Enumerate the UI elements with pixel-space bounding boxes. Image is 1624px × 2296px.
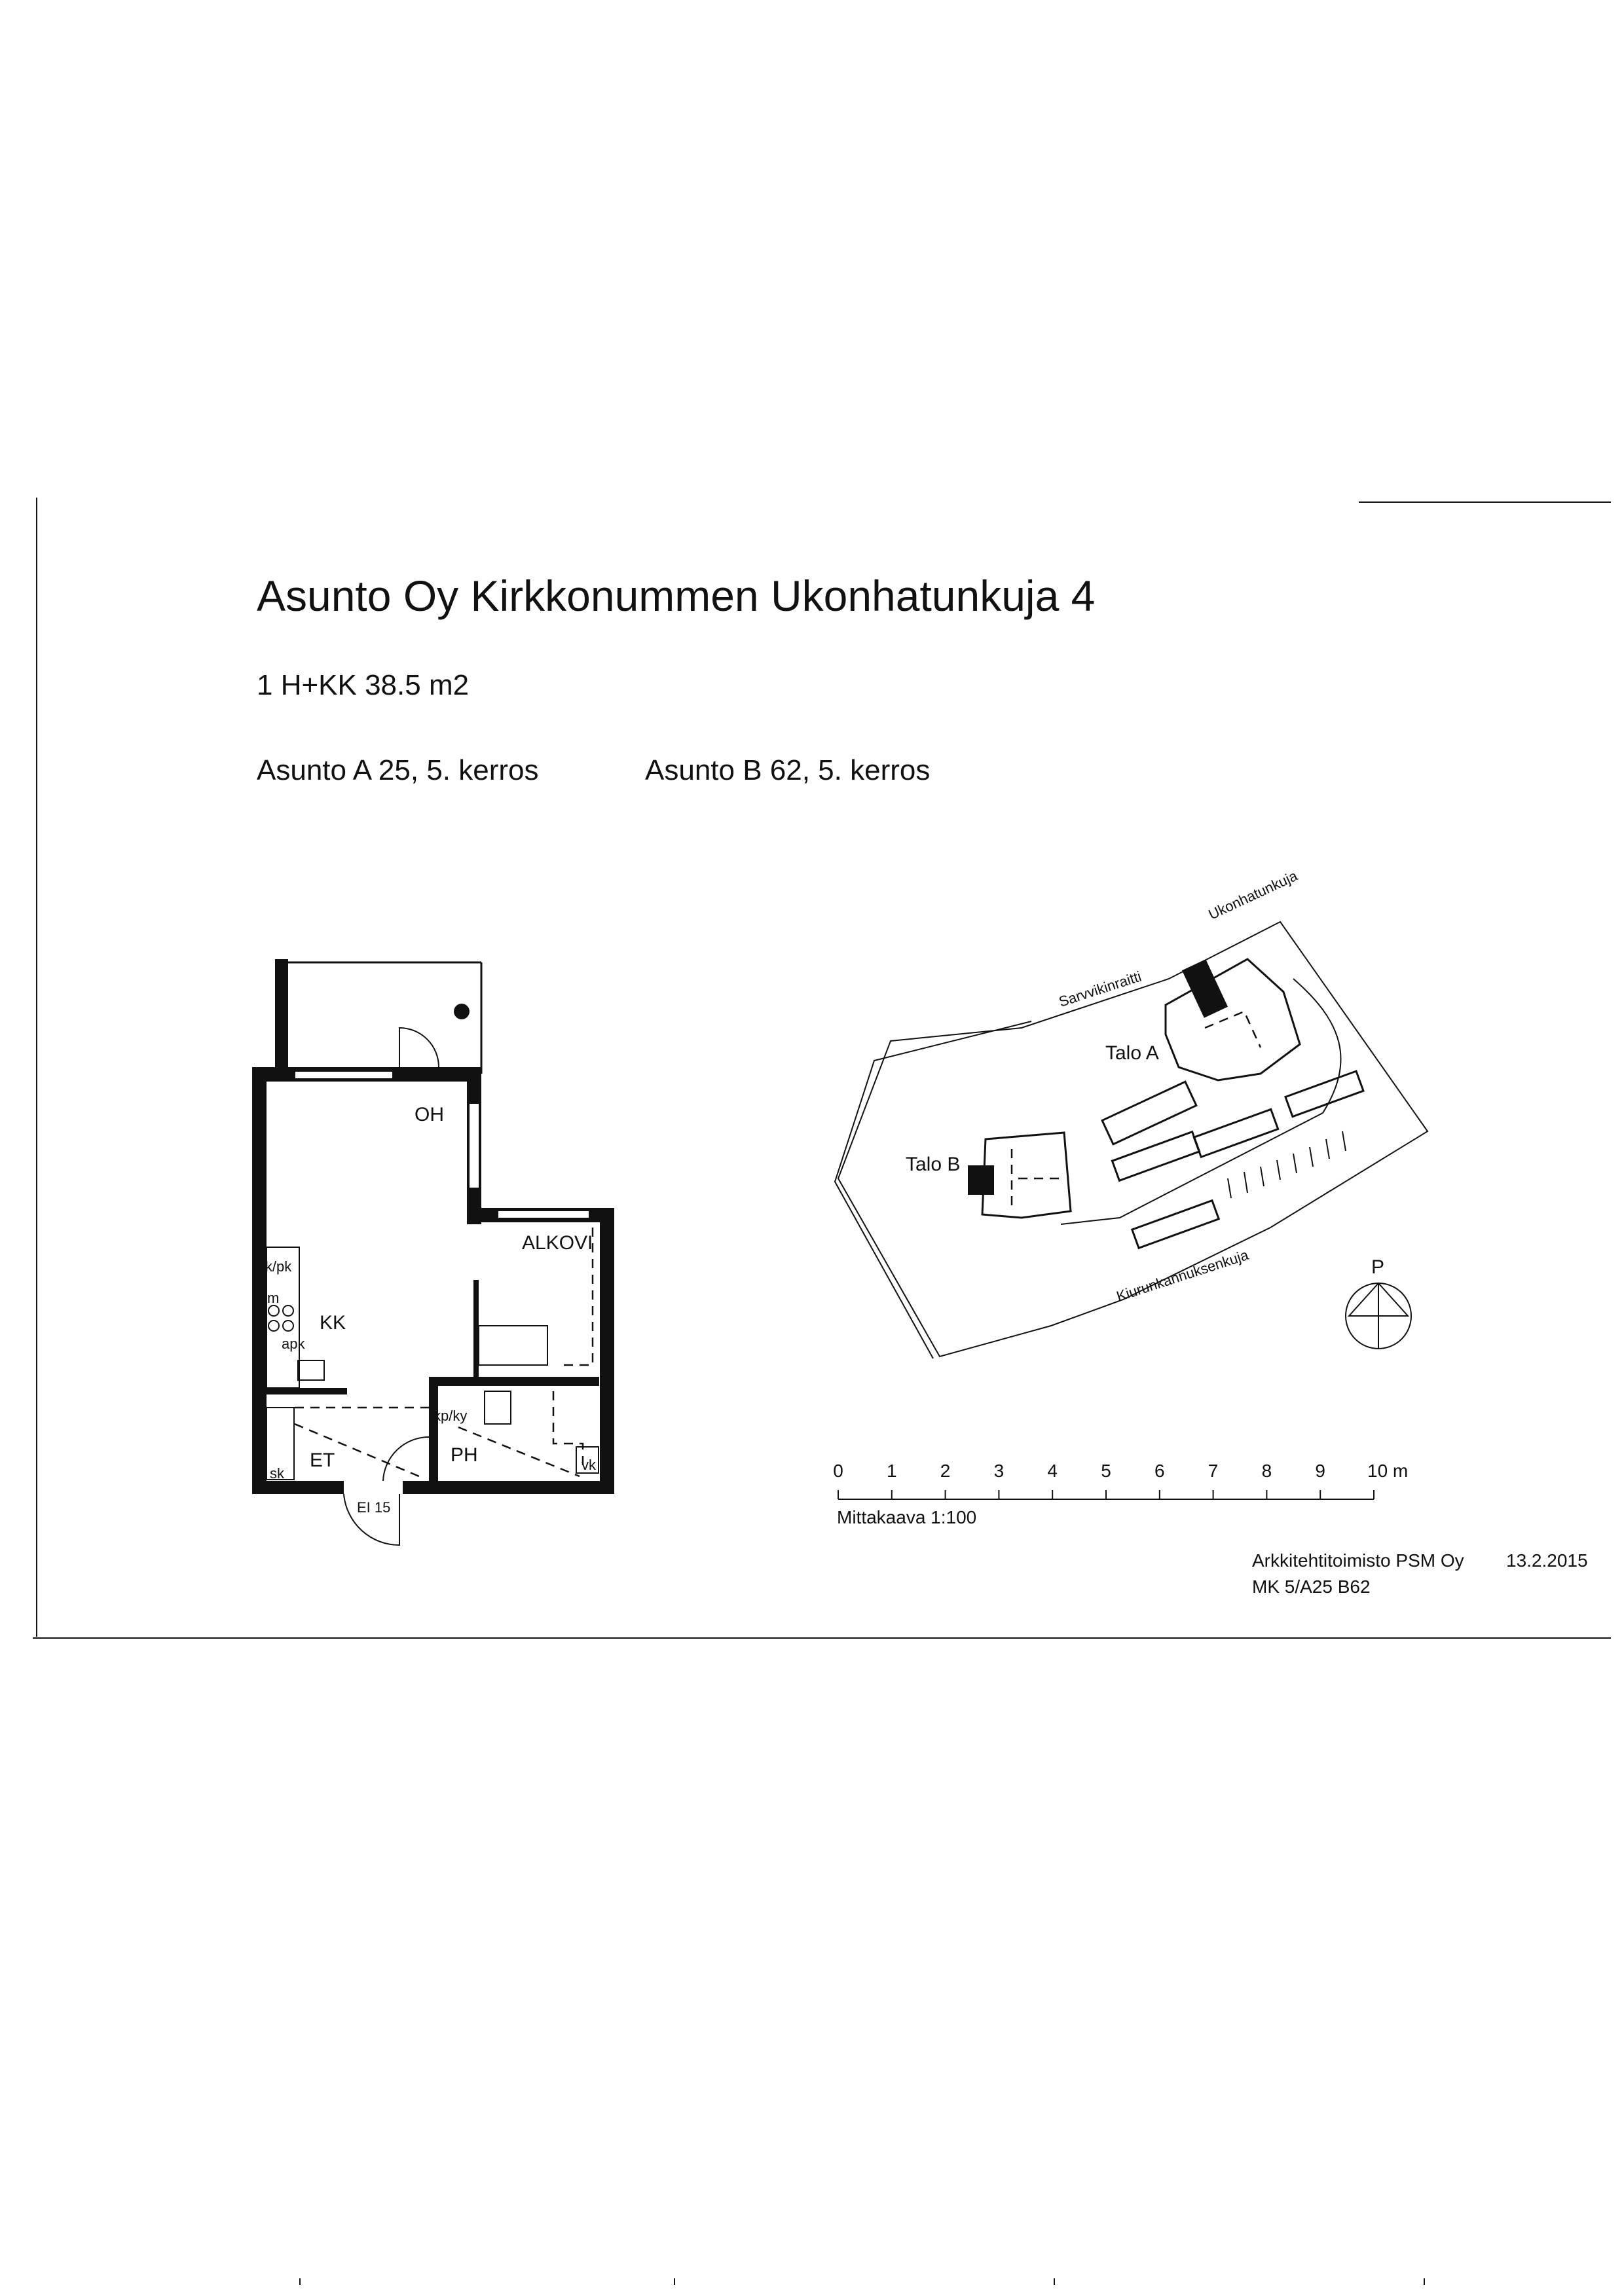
- unit-a-label: Asunto A 25, 5. kerros: [257, 754, 539, 786]
- scale-tick-label: 9: [1315, 1461, 1325, 1481]
- wall-west: [252, 1067, 267, 1493]
- balcony-drain: [454, 1004, 470, 1019]
- wall-bath-west: [429, 1377, 438, 1482]
- scale-caption: Mittakaava 1:100: [837, 1507, 977, 1527]
- fixture-label-kp-ky: kp/ky: [434, 1408, 468, 1424]
- wall-east: [600, 1208, 614, 1493]
- room-label-kk: KK: [320, 1312, 346, 1334]
- fixture-label-vk: vk: [581, 1457, 596, 1473]
- scale-tick-label: 4: [1047, 1461, 1058, 1481]
- scale-tick-label: 3: [993, 1461, 1005, 1481]
- scale-tick-label: 6: [1154, 1461, 1165, 1481]
- street-label-kiurunkannuksenkuja: Kiurunkannuksenkuja: [1114, 1246, 1251, 1305]
- scale-tick-label: 2: [940, 1461, 951, 1481]
- access-road: [1061, 979, 1341, 1224]
- shower-outline: [553, 1391, 583, 1467]
- wall-kitchen-end: [265, 1388, 347, 1394]
- window-living-east: [469, 1103, 479, 1188]
- floor-plan: [252, 959, 614, 1545]
- balcony-door-swing: [399, 1028, 439, 1067]
- stove-burner-4: [283, 1321, 293, 1331]
- building-talo-b-dashes: [1012, 1149, 1061, 1211]
- room-label-et: ET: [310, 1449, 335, 1471]
- bath-door-swing: [383, 1437, 429, 1481]
- wash-machine-box: [485, 1391, 511, 1424]
- building-talo-b-stair: [968, 1165, 994, 1195]
- scale-tick-label: 7: [1208, 1461, 1219, 1481]
- wall-south-left: [252, 1481, 344, 1494]
- unit-b-label: Asunto B 62, 5. kerros: [645, 754, 931, 786]
- balcony-rail-left: [275, 959, 288, 1067]
- fixture-label-m: m: [267, 1290, 280, 1306]
- alkovi-wardrobe: [479, 1326, 547, 1365]
- stove-burner-1: [268, 1305, 279, 1316]
- drawing-date: 13.2.2015: [1506, 1550, 1588, 1571]
- fixture-label-apk: apk: [282, 1336, 305, 1352]
- street-label-ukonhatunkuja: Ukonhatunkuja: [1206, 867, 1301, 923]
- stove-burner-2: [283, 1305, 293, 1316]
- site-plan: [835, 867, 1428, 1358]
- scale-tick-label: 0: [833, 1461, 843, 1481]
- wall-partition: [473, 1280, 479, 1378]
- north-arrow-shape: [1349, 1283, 1408, 1349]
- architect-office: Arkkitehtitoimisto PSM Oy: [1252, 1550, 1464, 1571]
- fixture-label-jk-pk: jk/pk: [262, 1258, 292, 1275]
- room-label-oh: OH: [415, 1104, 444, 1125]
- building-talo-b-outline: [982, 1133, 1071, 1218]
- fixture-label-sk: sk: [270, 1465, 284, 1482]
- building-talo-a: [1166, 959, 1300, 1080]
- building-label-talo-b: Talo B: [906, 1154, 961, 1175]
- scale-bar: [833, 1461, 1408, 1499]
- building-talo-a-stair: [1182, 959, 1228, 1017]
- kitchen-sink: [298, 1360, 324, 1380]
- scale-tick-label: 1: [887, 1461, 897, 1481]
- scale-tick-label: 10 m: [1367, 1461, 1409, 1481]
- project-title: Asunto Oy Kirkkonummen Ukonhatunkuja 4: [257, 572, 1096, 620]
- building-talo-a-dashes: [1205, 1011, 1261, 1048]
- street-label-sarvikinraitti: Sarvvikinraitti: [1056, 968, 1143, 1010]
- window-alkovi: [498, 1211, 589, 1218]
- door-rating-label: EI 15: [357, 1499, 391, 1516]
- room-label-alkovi: ALKOVI: [522, 1232, 593, 1254]
- parking-row-3: [1194, 1109, 1278, 1157]
- parking-row-5: [1132, 1201, 1219, 1248]
- wall-south-right: [403, 1481, 614, 1494]
- north-arrow: [1346, 1256, 1411, 1349]
- wall-bath-north: [429, 1377, 599, 1386]
- building-label-talo-a: Talo A: [1105, 1042, 1159, 1064]
- scale-tick-label: 5: [1101, 1461, 1111, 1481]
- site-road-inner: [835, 1021, 1031, 1358]
- window-living-north: [295, 1071, 393, 1079]
- scale-tick-label: 8: [1261, 1461, 1272, 1481]
- room-label-ph: PH: [451, 1444, 478, 1466]
- stove-burner-3: [268, 1321, 279, 1331]
- building-talo-b: [968, 1133, 1071, 1218]
- apartment-type: 1 H+KK 38.5 m2: [257, 669, 470, 701]
- north-arrow-label: P: [1371, 1256, 1385, 1278]
- drawing-code: MK 5/A25 B62: [1252, 1576, 1371, 1597]
